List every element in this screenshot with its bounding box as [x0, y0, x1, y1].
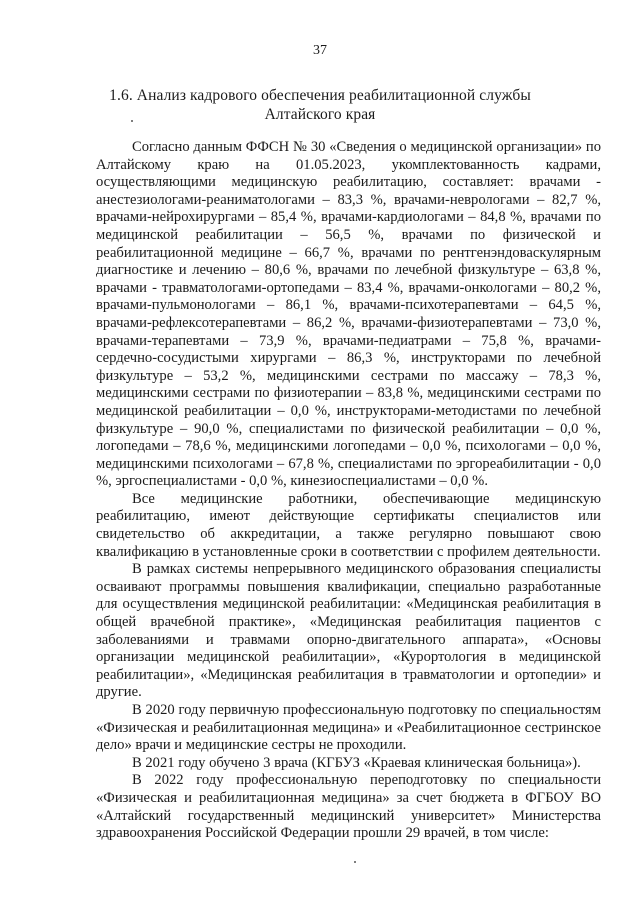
section-heading [0, 86, 640, 124]
scan-speck [131, 120, 133, 122]
paragraph-2020: В 2020 году первичную профессиональную подготовку по специальностям «Физическая и реабилитационная медицина» и «Реабилитационное сестринское дело» врачи и медицинские сестры не проходили. [96, 702, 601, 754]
page-number: 37 [313, 43, 327, 58]
paragraph-education-programs: В рамках системы непрерывного медицинского образования специалисты осваивают программы повышения квалификации, специально разработанные для осуществления медицинской реабилитации: «Медицинская реабилитация в общей врачебной практике», «Медицинская реабилитация пациентов с заболеваниями и травмами опорно-двигательного аппарата», «Основы организации медицинской реабилитации», «Курортология в медицинской реабилитации», «Медицинская реабилитация в травматологии и ортопедии» и другие. [96, 561, 601, 701]
section-heading-line-2: Алтайского края [264, 106, 376, 123]
paragraph-certificates: Все медицинские работники, обеспечивающие медицинскую реабилитацию, имеют действующие сертификаты специалистов или свидетельство об аккредитации, а также регулярно повышают свою квалификацию в установленные сроки в соответствии с профилем деятельности. [96, 490, 601, 560]
paragraph-2021: В 2021 году обучено 3 врача (КГБУЗ «Краевая клиническая больница»). [132, 754, 581, 771]
paragraph-2022: В 2022 году профессиональную переподготовку по специальности «Физическая и реабилитационная медицина» за счет бюджета в ФГБОУ ВО «Алтайский государственный медицинский университет» Министерства здравоохранения Российской Федерации прошли 29 врачей, в том числе: [96, 772, 601, 842]
scan-speck-bottom [354, 861, 356, 863]
paragraph-staffing: Согласно данным ФФСН № 30 «Сведения о медицинской организации» по Алтайскому краю на 01.05.2023, укомплектованность кадрами, осуществляющими медицинскую реабилитацию, составляет: врачами - анестезиологами-реаниматологами – 83,3 %, врачами-неврологами – 82,7 %, врачами-нейрохирургами – 85,4 %, врачами-кардиологами – 84,8 %, врачами по медицинской реабилитации – 56,5 %, врачами по физической и реабилитационной медицине – 66,7 %, врачами по рентгенэндоваскулярным диагностике и лечению – 80,6 %, врачами по лечебной физкультуре – 63,8 %, врачами - травматологами-ортопедами – 83,4 %, врачами-онкологами – 80,2 %, врачами-пульмонологами – 86,1 %, врачами-психотерапевтами – 64,5 %, врачами-рефлексотерапевтами – 86,2 %, врачами-физиотерапевтами – 73,0 %, врачами-терапевтами – 73,9 %, врачами-педиатрами – 75,8 %, врачами-сердечно-сосудистыми хирургами – 86,3 %, инструкторами по лечебной физкультуре – 53,2 %, медицинскими сестрами по массажу – 78,3 %, медицинскими сестрами по физиотерапии – 83,8 %, медицинскими сестрами по медицинской реабилитации – 0,0 %, инструкторами-методистами по лечебной физкультуре – 90,0 %, специалистами по физической реабилитации – 0,0 %, логопедами – 78,6 %, медицинскими логопедами – 0,0 %, психологами – 0,0 %, медицинскими психологами – 67,8 %, специалистами по эргореабилитации - 0,0 %, эргоспециалистами - 0,0 %, кинезиоспециалистами – 0,0 %. [96, 139, 601, 490]
section-heading-line-1: 1.6. Анализ кадрового обеспечения реабилитационной службы [109, 87, 531, 104]
document-body [96, 139, 601, 843]
